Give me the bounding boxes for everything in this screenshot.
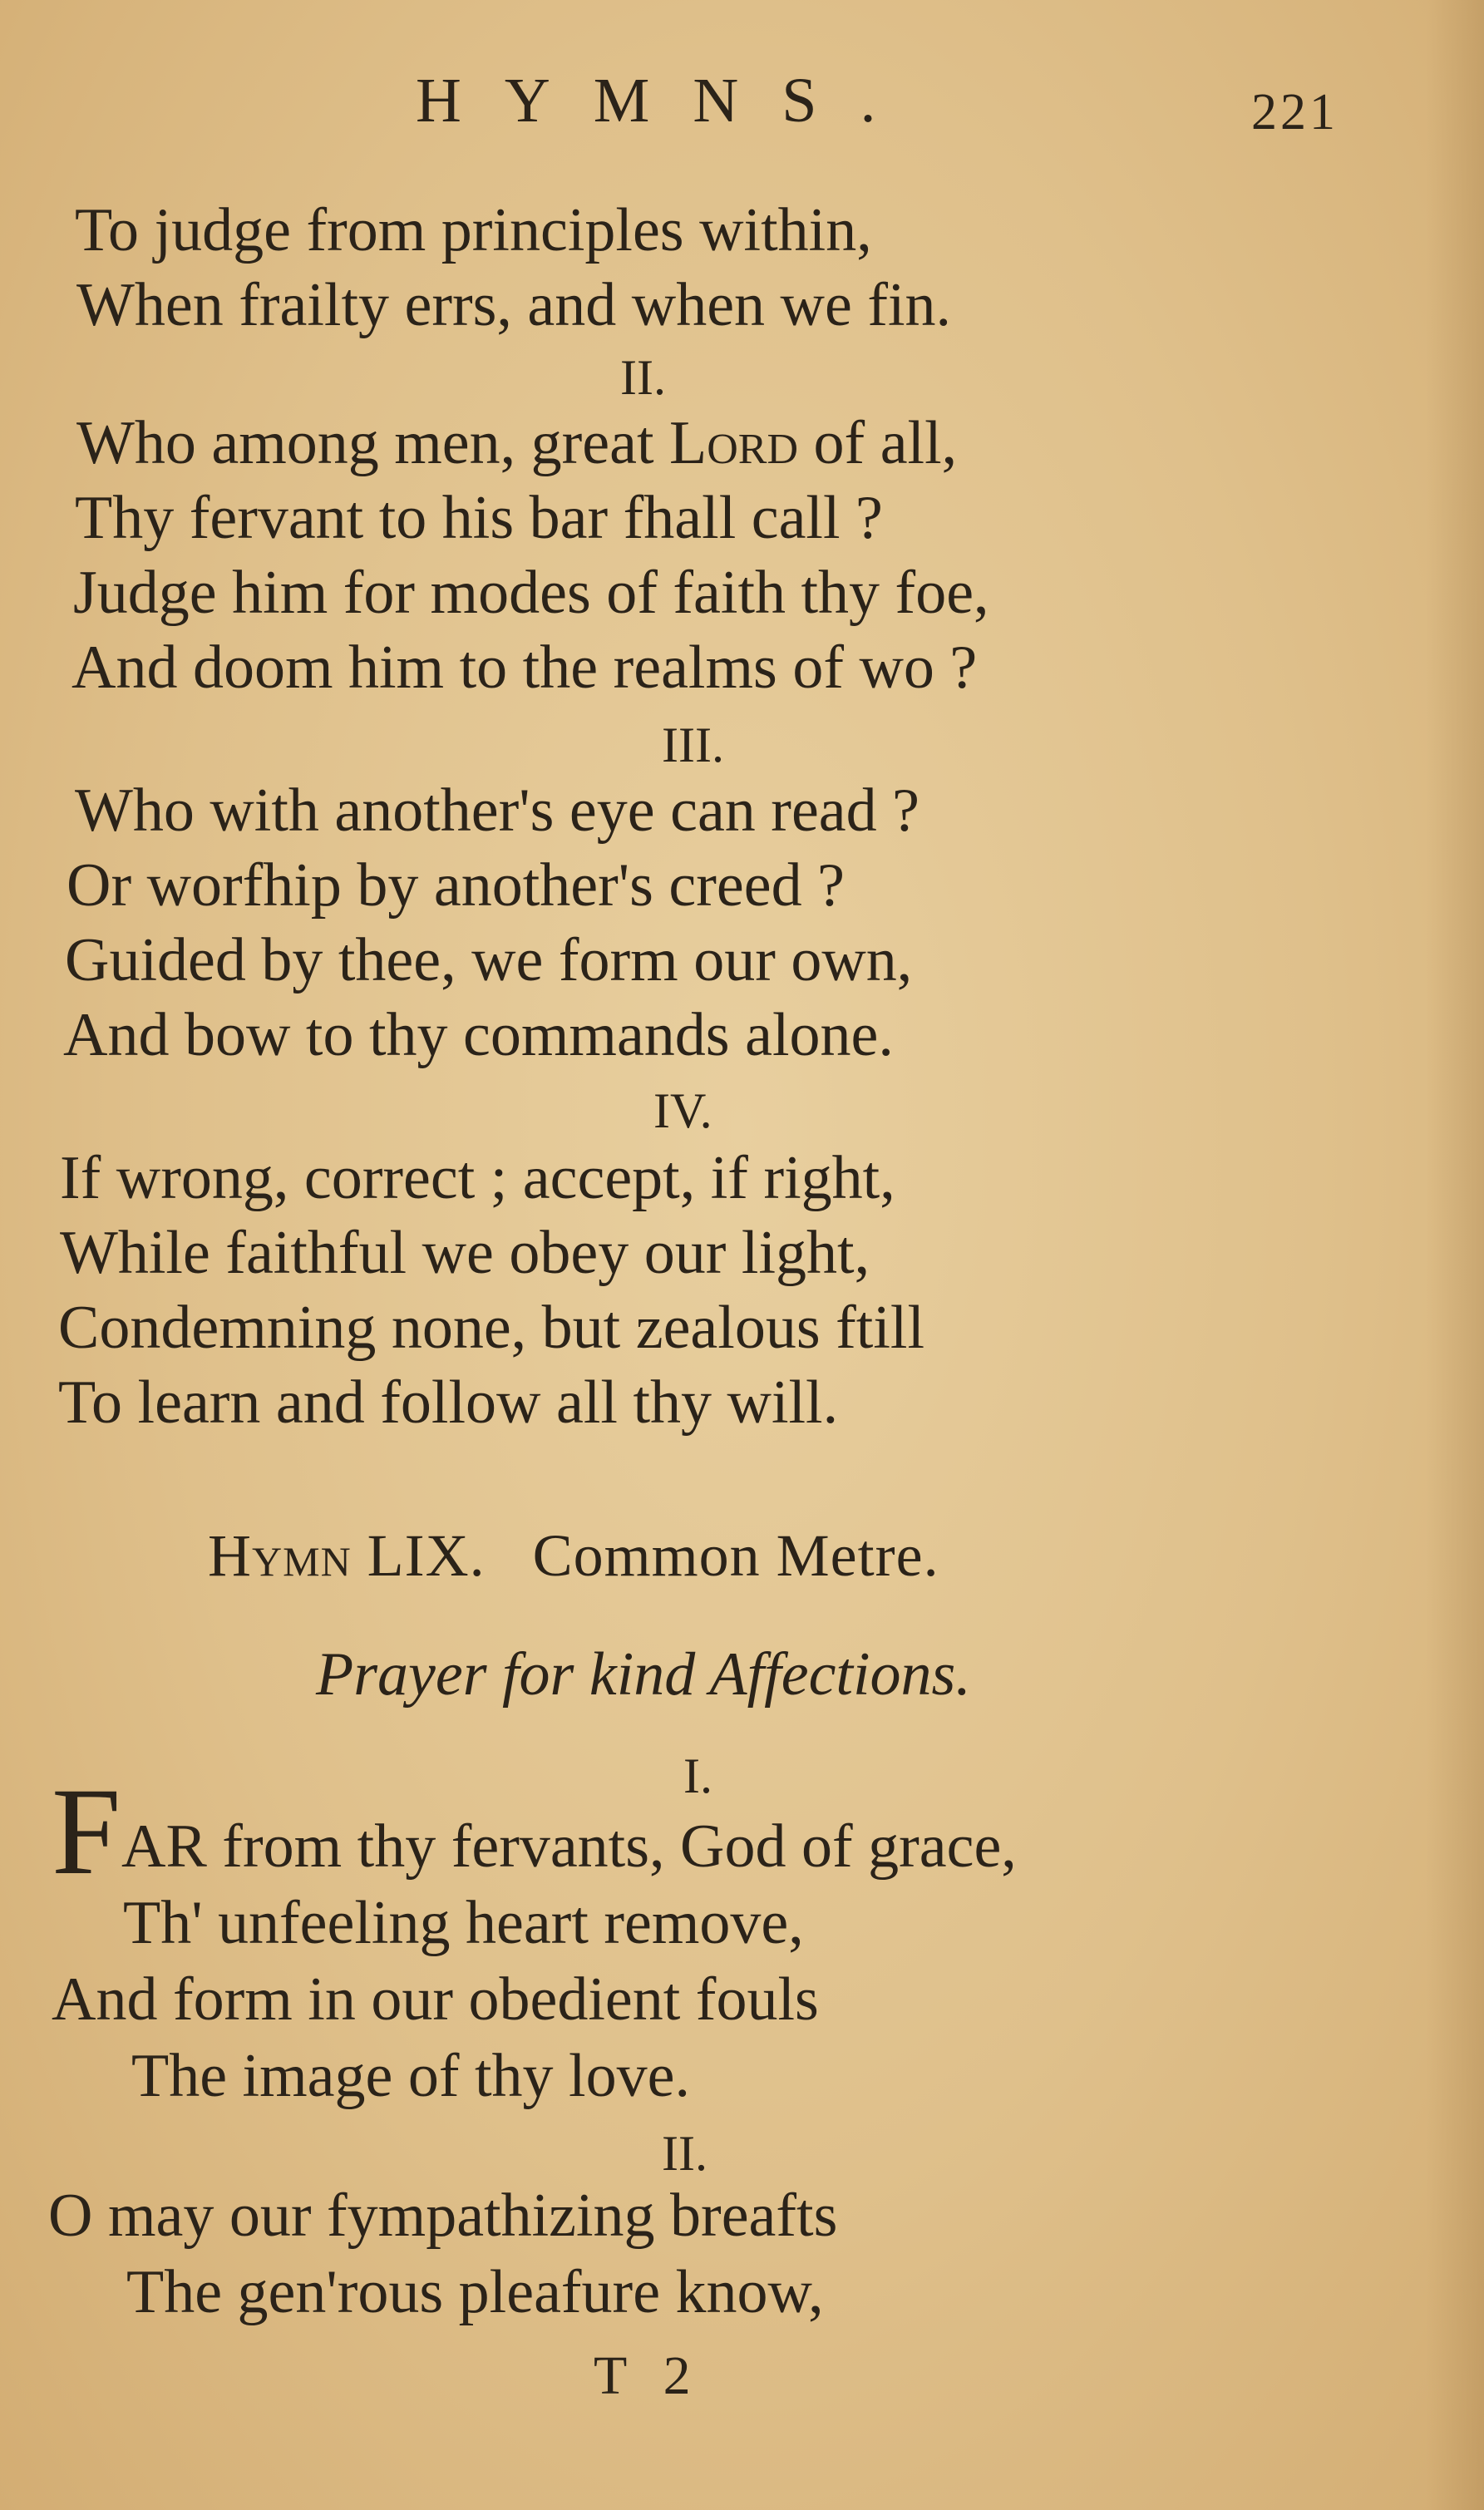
verse-line: O may our fympathizing breafts <box>48 2182 838 2250</box>
running-title: HYMNS. <box>416 66 919 136</box>
stanza-number: IV. <box>653 1083 712 1138</box>
page-number: 221 <box>1251 84 1339 141</box>
verse-line: To judge from principles within, <box>75 196 872 264</box>
verse-line: And bow to thy commands alone. <box>63 1001 894 1069</box>
verse-line: If wrong, correct ; accept, if right, <box>60 1144 895 1212</box>
small-caps-lord: Lord <box>669 409 799 477</box>
page-edge-shadow <box>1426 0 1484 2510</box>
verse-line: The gen'rous pleafure know, <box>126 2258 824 2326</box>
hymn-number-and-metre: LIX. Common Metre. <box>351 1522 939 1589</box>
verse-line: Thy fervant to his bar fhall call ? <box>75 484 883 552</box>
verse-line: Th' unfeeling heart remove, <box>123 1889 804 1957</box>
verse-line <box>76 406 957 481</box>
verse-text: Who among men, great <box>76 409 670 477</box>
verse-line: While faithful we obey our light, <box>60 1219 870 1287</box>
verse-line: Or worfhip by another's creed ? <box>67 851 845 920</box>
stanza-number: III. <box>662 717 724 772</box>
verse-line: And doom him to the realms of wo ? <box>71 634 978 702</box>
verse-text: of all, <box>798 409 958 477</box>
hymn-word: Hymn <box>208 1522 352 1589</box>
verse-line: To learn and follow all thy will. <box>58 1368 839 1437</box>
verse-line: The image of thy love. <box>131 2042 690 2110</box>
verse-line: Who with another's eye can read ? <box>75 777 919 845</box>
signature-mark: T 2 <box>594 2345 703 2406</box>
hymn-heading <box>208 1521 939 1590</box>
stanza-number: II. <box>620 350 666 405</box>
verse-line: When frailty errs, and when we fin. <box>76 271 952 339</box>
verse-line: Condemning none, but zealous ftill <box>58 1294 924 1362</box>
drop-capital: F <box>52 1763 121 1901</box>
verse-line: Guided by thee, we form our own, <box>65 926 913 994</box>
stanza-number: I. <box>683 1748 712 1803</box>
stanza-number: II. <box>662 2126 707 2181</box>
hymn-subtitle: Prayer for kind Affections. <box>316 1640 971 1709</box>
verse-line: Judge him for modes of faith thy foe, <box>73 559 989 627</box>
verse-line: And form in our obedient fouls <box>52 1965 819 2034</box>
verse-line: AR from thy fervants, God of grace, <box>121 1812 1017 1881</box>
